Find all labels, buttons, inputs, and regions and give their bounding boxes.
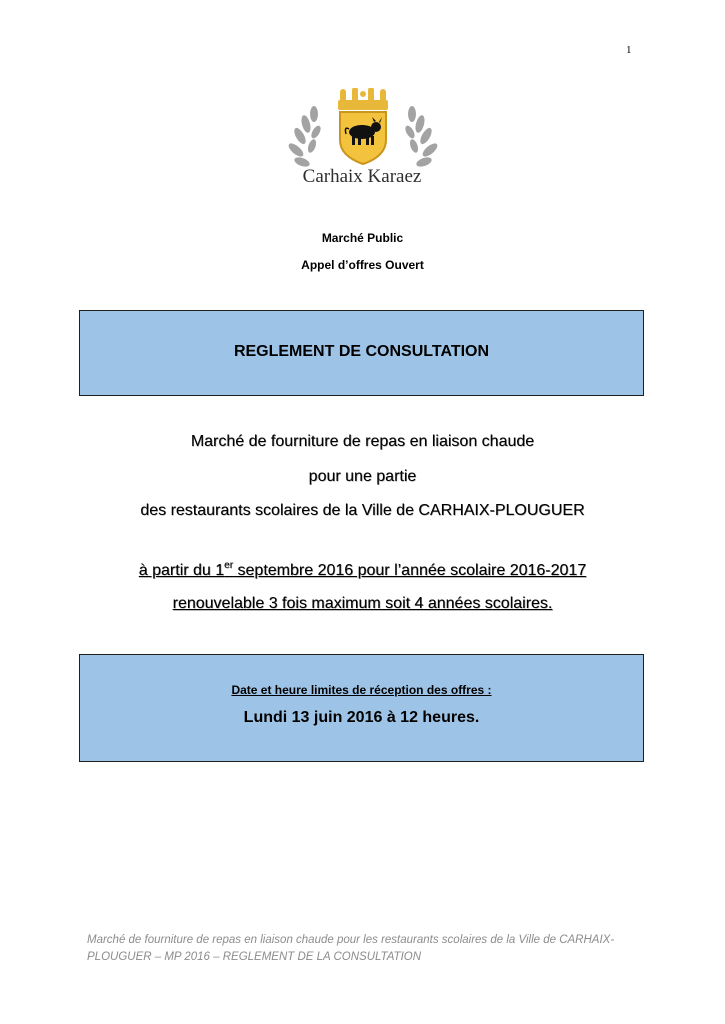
appel-offres-label: Appel d’offres Ouvert	[301, 258, 424, 272]
page-footer	[87, 932, 647, 966]
document-title: REGLEMENT DE CONSULTATION	[233, 343, 490, 360]
ordinal-superscript: er	[224, 560, 234, 571]
footer-line-2: PLOUGUER – MP 2016 – REGLEMENT DE LA CONSULTATION	[87, 951, 422, 963]
market-description-line-1: Marché de fourniture de repas en liaison chaude	[190, 433, 535, 450]
logo-wordmark: Carhaix Karaez	[302, 166, 422, 187]
page-number: 1	[626, 44, 632, 56]
market-description-line-3: des restaurants scolaires de la Ville de CARHAIX-PLOUGUER	[140, 502, 585, 519]
start-date-suffix: septembre 2016 pour l’année scolaire 2016-2017	[233, 562, 587, 579]
market-description-line-2: pour une partie	[308, 468, 417, 485]
footer-line-1: Marché de fourniture de repas en liaison chaude pour les restaurants scolaires de la Ville de CARHAIX-	[87, 934, 615, 946]
marche-public-label: Marché Public	[321, 231, 404, 245]
title-box	[79, 310, 644, 396]
deadline-label: Date et heure limites de réception des offres :	[231, 683, 492, 697]
start-date-line	[0, 562, 725, 580]
renewal-line: renouvelable 3 fois maximum soit 4 années scolaires.	[172, 595, 553, 612]
deadline-box	[79, 654, 644, 762]
deadline-date: Lundi 13 juin 2016 à 12 heures.	[243, 709, 480, 726]
start-date-prefix: à partir du 1	[138, 562, 225, 579]
